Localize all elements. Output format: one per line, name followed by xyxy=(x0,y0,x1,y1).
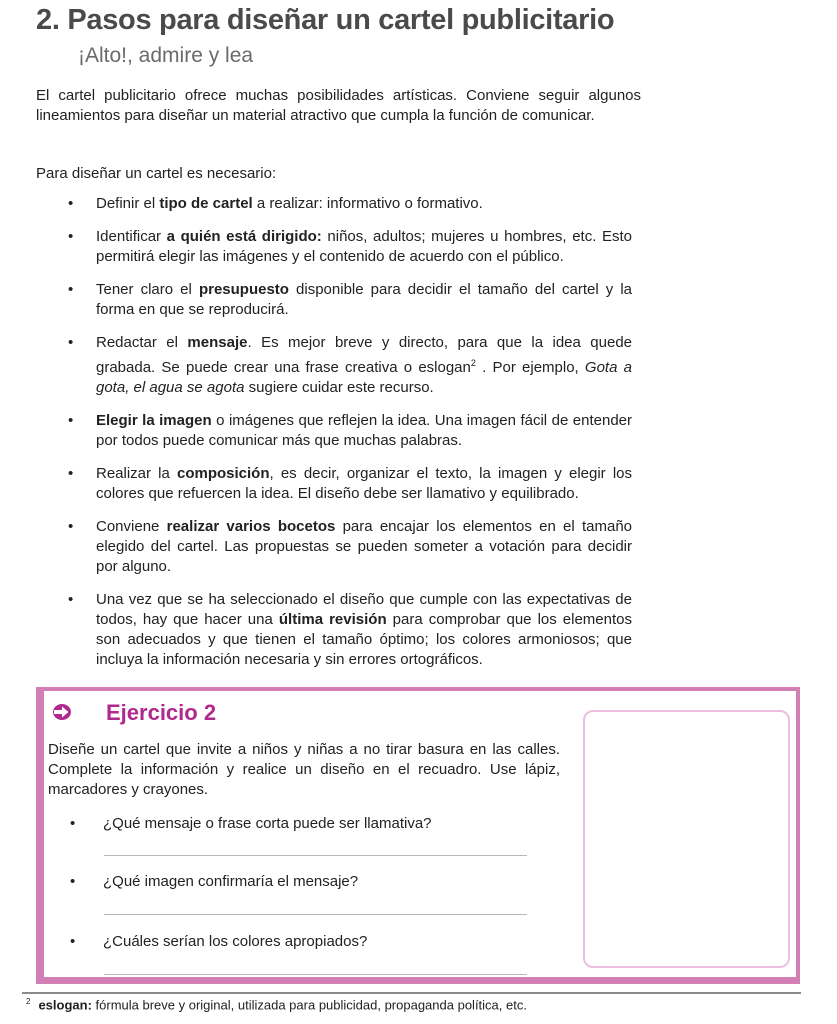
answer-line-2[interactable] xyxy=(104,914,527,915)
bullet: • xyxy=(68,334,74,351)
step-item: • Una vez que se ha seleccionado el diseño que cumple con las expectativas de todos, hay que hacer una última revisión para comprobar que los elementos son adecuados y que tienen el tamaño óptimo; los colores armoniosos; que incluya la información necesaria y sin errores ortográficos. xyxy=(68,591,632,668)
question-item: • ¿Qué mensaje o frase corta puede ser llamativa? xyxy=(70,815,432,832)
answer-line-3[interactable] xyxy=(104,974,527,975)
exercise-title: Ejercicio 2 xyxy=(106,700,217,725)
bullet: • xyxy=(68,591,74,608)
intro-paragraph: El cartel publicitario ofrece muchas posibilidades artísticas. Conviene seguir algunos lineamientos para diseñar un material atractivo que cumpla la función de comunicar. xyxy=(36,87,641,124)
footnote-divider xyxy=(22,992,801,994)
footnote-ref[interactable]: 2 xyxy=(470,358,476,368)
footnote-definition: fórmula breve y original, utilizada para publicidad, propaganda política, etc. xyxy=(91,997,527,1013)
step-item: • Definir el tipo de cartel a realizar: informativo o formativo. xyxy=(68,195,483,212)
footnote xyxy=(26,997,527,1012)
bullet: • xyxy=(68,228,74,245)
intro-lead: Para diseñar un cartel es necesario: xyxy=(36,165,277,182)
step-item: • Elegir la imagen o imágenes que reflejen la idea. Una imagen fácil de entender por todos puede comunicar más que muchas palabras. xyxy=(68,412,632,449)
arrow-circle-icon xyxy=(52,703,72,721)
section-title: 2. Pasos para diseñar un cartel publicitario xyxy=(36,4,615,36)
example-slogan: Gota a gota, el agua se agota xyxy=(96,359,632,396)
section-subtitle: ¡Alto!, admire y lea xyxy=(78,44,254,67)
answer-line-1[interactable] xyxy=(104,855,527,856)
exercise-instructions: Diseñe un cartel que invite a niños y niñas a no tirar basura en las calles. Complete la información y realice un diseño en el recuadro. Use lápiz, marcadores y crayones. xyxy=(48,741,560,798)
bullet: • xyxy=(68,281,74,298)
bullet: • xyxy=(70,815,76,832)
bullet: • xyxy=(68,465,74,482)
bullet: • xyxy=(68,518,74,535)
drawing-area[interactable] xyxy=(583,710,790,968)
footnote-number: 2 xyxy=(26,997,31,1006)
question-item: • ¿Cuáles serían los colores apropiados? xyxy=(70,933,368,950)
step-item: • Conviene realizar varios bocetos para encajar los elementos en el tamaño elegido del cartel. Las propuestas se pueden someter a votación para decidir por alguno. xyxy=(68,518,632,575)
steps-list xyxy=(36,194,632,683)
bullet: • xyxy=(70,933,76,950)
step-item: • Tener claro el presupuesto disponible para decidir el tamaño del cartel y la forma en que se reproducirá. xyxy=(68,281,632,318)
bullet: • xyxy=(68,412,74,429)
bullet: • xyxy=(70,873,76,890)
bullet: • xyxy=(68,195,74,212)
step-item: • Redactar el mensaje. Es mejor breve y directo, para que la idea quede grabada. Se puede crear una frase creativa o eslogan$^2$ . Por ejemplo, Gota a gota, el agua se agota sugiere cuidar este recurso. xyxy=(68,334,632,396)
step-item: • Identificar a quién está dirigido: niños, adultos; mujeres u hombres, etc. Esto permitirá elegir las imágenes y el contenido de acuerdo con el público. xyxy=(68,228,632,265)
question-item: • ¿Qué imagen confirmaría el mensaje? xyxy=(70,873,359,890)
step-item: • Realizar la composición, es decir, organizar el texto, la imagen y elegir los colores que refuercen la idea. El diseño debe ser llamativo y equilibrado. xyxy=(68,465,632,502)
footnote-term: eslogan: xyxy=(38,997,92,1013)
